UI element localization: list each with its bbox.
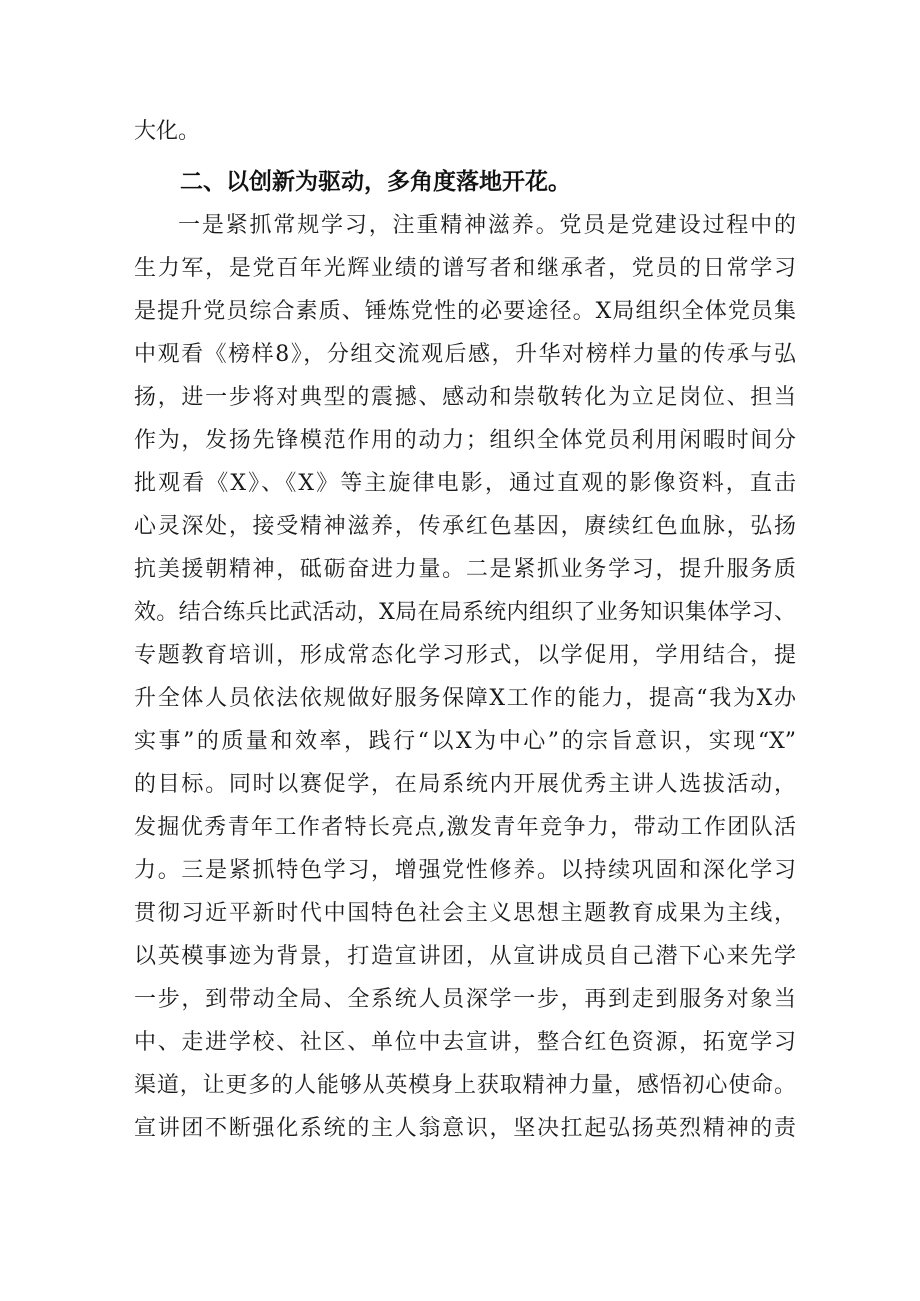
section-heading: 二、以创新为驱动，多角度落地开花。 bbox=[180, 169, 571, 195]
paragraph-line-10: 效。结合练兵比武活动，X局在局系统内组织了业务知识集体学习、 bbox=[134, 600, 796, 625]
paragraph-line-21: 渠道，让更多的人能够从英模身上获取精神力量，感悟初心使命。 bbox=[134, 1073, 796, 1098]
paragraph-line-0: 大化。 bbox=[134, 119, 201, 144]
paragraph-line-4: 中观看《榜样8》，分组交流观后感，升华对榜样力量的传承与弘 bbox=[134, 342, 796, 367]
paragraph-line-16: 力。三是紧抓特色学习，增强党性修养。以持续巩固和深化学习 bbox=[134, 858, 796, 883]
paragraph-line-17: 贯彻习近平新时代中国特色社会主义思想主题教育成果为主线， bbox=[134, 901, 796, 926]
paragraph-line-8: 心灵深处，接受精神滋养，传承红色基因，赓续红色血脉，弘扬 bbox=[134, 514, 796, 539]
paragraph-line-7: 批观看《X》、《X》等主旋律电影，通过直观的影像资料，直击 bbox=[134, 471, 796, 496]
paragraph-line-22: 宣讲团不断强化系统的主人翁意识，坚决扛起弘扬英烈精神的责 bbox=[134, 1116, 796, 1141]
paragraph-line-19: 一步，到带动全局、全系统人员深学一步，再到走到服务对象当 bbox=[134, 987, 796, 1012]
paragraph-line-13: 实事”的质量和效率，践行“以X为中心”的宗旨意识，实现“X” bbox=[134, 729, 796, 754]
paragraph-line-9: 抗美援朝精神，砥砺奋进力量。二是紧抓业务学习，提升服务质 bbox=[134, 557, 796, 582]
paragraph-line-15: 发掘优秀青年工作者特长亮点,激发青年竞争力，带动工作团队活 bbox=[134, 815, 796, 840]
paragraph-line-20: 中、走进学校、社区、单位中去宣讲，整合红色资源，拓宽学习 bbox=[134, 1030, 796, 1055]
paragraph-line-3: 是提升党员综合素质、锤炼党性的必要途径。X局组织全体党员集 bbox=[134, 299, 796, 324]
paragraph-line-1: 一是紧抓常规学习，注重精神滋养。党员是党建设过程中的 bbox=[178, 213, 796, 238]
paragraph-line-2: 生力军，是党百年光辉业绩的谱写者和继承者，党员的日常学习 bbox=[134, 256, 796, 281]
paragraph-line-14: 的目标。同时以赛促学，在局系统内开展优秀主讲人选拔活动， bbox=[134, 772, 796, 797]
paragraph-line-6: 作为，发扬先锋模范作用的动力；组织全体党员利用闲暇时间分 bbox=[134, 428, 796, 453]
paragraph-line-11: 专题教育培训，形成常态化学习形式，以学促用，学用结合，提 bbox=[134, 643, 796, 668]
paragraph-line-12: 升全体人员依法依规做好服务保障X工作的能力，提高“我为X办 bbox=[134, 686, 796, 711]
paragraph-line-5: 扬，进一步将对典型的震撼、感动和崇敬转化为立足岗位、担当 bbox=[134, 385, 796, 410]
paragraph-line-18: 以英模事迹为背景，打造宣讲团，从宣讲成员自己潜下心来先学 bbox=[134, 944, 796, 969]
